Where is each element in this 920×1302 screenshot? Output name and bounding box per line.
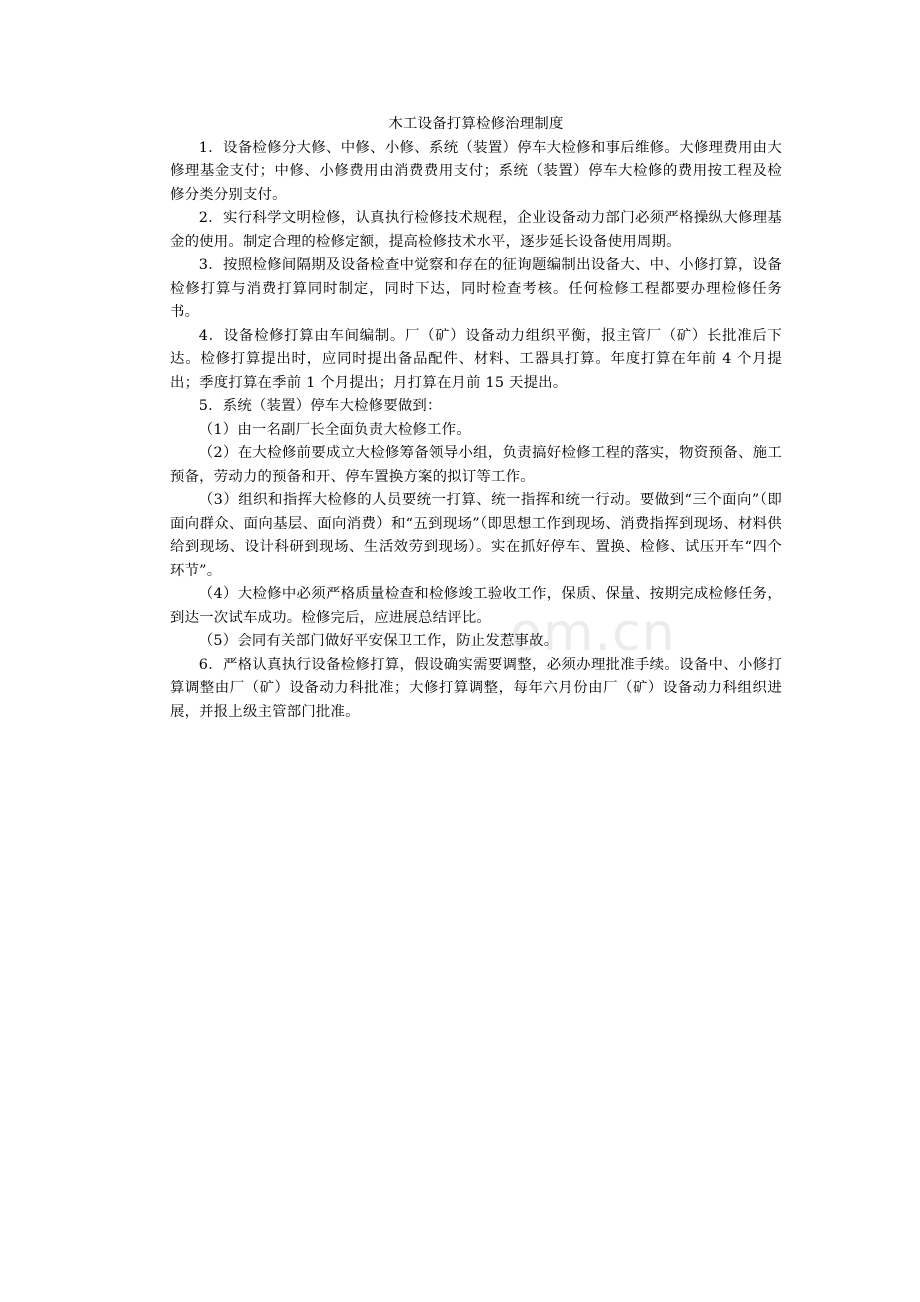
paragraph-6: 6．严格认真执行设备检修打算，假设确实需要调整，必须办理批准手续。设备中、小修打算调整由厂（矿）设备动力科批准；大修打算调整，每年六月份由厂（矿）设备动力科组织进展，并报上级主管部门批准。 bbox=[170, 656, 782, 720]
paragraph-1: 1．设备检修分大修、中修、小修、系统（装置）停车大检修和事后维修。大修理费用由大修理基金支付；中修、小修费用由消费费用支付；系统（装置）停车大检修的费用按工程及检修分类分别支付。 bbox=[170, 139, 782, 203]
paragraph-3: 3．按照检修间隔期及设备检查中觉察和存在的征询题编制出设备大、中、小修打算，设备检修打算与消费打算同时制定，同时下达，同时检查考核。任何检修工程都要办理检修任务书。 bbox=[170, 257, 782, 320]
paragraph-5-1: （1）由一名副厂长全面负责大检修工作。 bbox=[198, 421, 471, 438]
paragraph-5-4: （4）大检修中必须严格质量检查和检修竣工验收工作，保质、保量、按期完成检修任务，到达一次试车成功。检修完后，应进展总结评比。 bbox=[170, 586, 782, 626]
paragraph-4: 4．设备检修打算由车间编制。厂（矿）设备动力组织平衡，报主管厂（矿）长批准后下达。检修打算提出时，应同时提出备品配件、材料、工器具打算。年度打算在年前 4 个月提出；季度打算在季前 1 个月提出；月打算在月前 15 天提出。 bbox=[170, 327, 782, 391]
document-body bbox=[170, 113, 782, 724]
paragraph-5-5: （5）会同有关部门做好平安保卫工作，防止发惹事故。 bbox=[198, 633, 559, 649]
document-title: 木工设备打算检修治理制度 bbox=[388, 116, 564, 132]
paragraph-5-2: （2）在大检修前要成立大检修筹备领导小组，负责搞好检修工程的落实，物资预备、施工预备，劳动力的预备和开、停车置换方案的拟订等工作。 bbox=[170, 445, 782, 485]
paragraph-5: 5．系统（装置）停车大检修要做到： bbox=[198, 398, 442, 414]
watermark: om.cn bbox=[510, 603, 676, 663]
paragraph-5-3: （3）组织和指挥大检修的人员要统一打算、统一指挥和统一行动。要做到“三个面向”（即面向群众、面向基层、面向消费）和“五到现场”（即思想工作到现场、消费指挥到现场、材料供给到现场、设计科研到现场、生活效劳到现场）。实在抓好停车、置换、检修、试压开车“四个环节”。 bbox=[170, 492, 782, 579]
paragraph-2: 2．实行科学文明检修，认真执行检修技术规程，企业设备动力部门必须严格操纵大修理基金的使用。制定合理的检修定额，提高检修技术水平，逐步延长设备使用周期。 bbox=[170, 210, 782, 250]
